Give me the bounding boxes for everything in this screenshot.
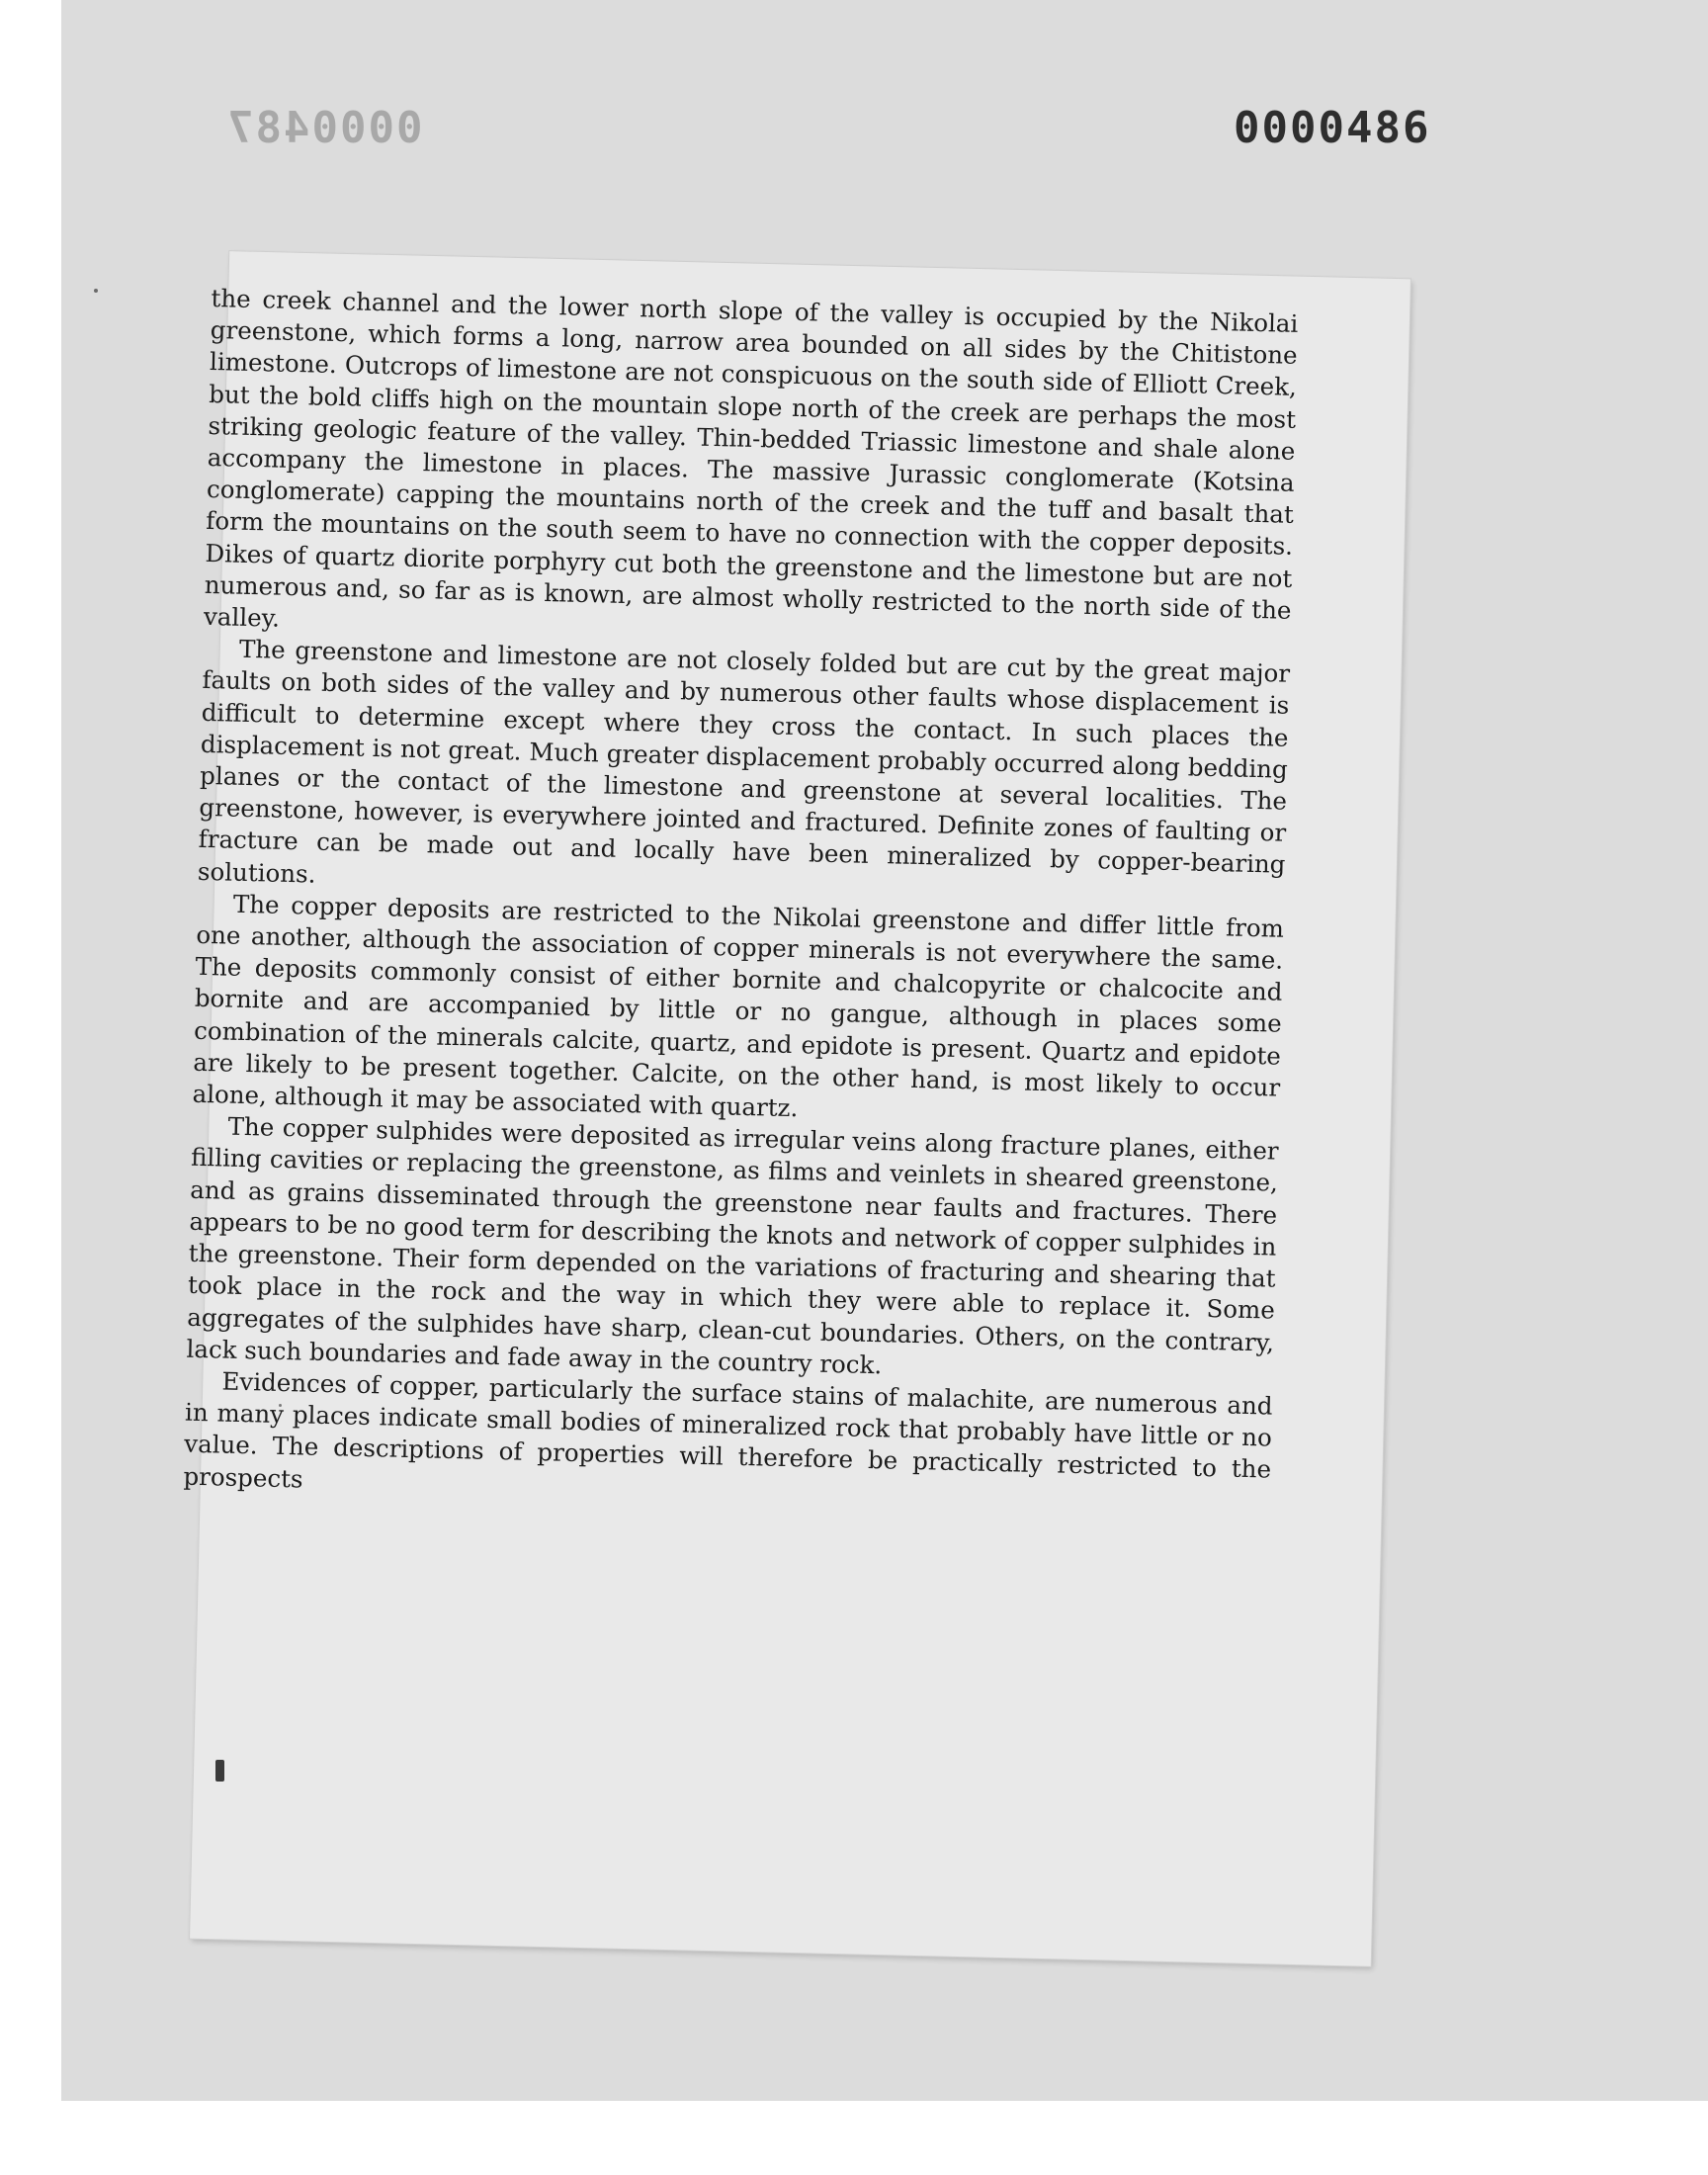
paragraph: The greenstone and limestone are not closely folded but are cut by the great major faults on both sides of the valley and by numerous other faults whose displacement is difficult to determine except where they cross the contact. In such places the displacement is not great. Much greater displacement probably occurred along bedding planes or the contact of the limestone and greenstone at several localities. The greenstone, however, is everywhere jointed and fractured. Definite zones of faulting or fracture can be made out and locally have been mineralized by copper-bearing solutions.: [197, 635, 1291, 889]
paragraph: Evidences of copper, particularly the surface stains of malachite, are numerous and in many places indicate small bodies of mineralized rock that probably have little or no value. The descriptions of properties will therefore be practically restricted to the prospects: [183, 1366, 1273, 1494]
binding-mark: [215, 1760, 224, 1782]
paragraph: The copper sulphides were deposited as irregular veins along fracture planes, either filling cavities or replacing the greenstone, as films and veinlets in sheared greenstone, and as grains disseminated through the greenstone near faults and fractures. There appears to be no good term for describing the knots and network of copper sulphides in the greenstone. Their form depended on the variations of fracturing and shearing that took place in the rock and the way in which they were able to replace it. Some aggregates of the sulphides have sharp, clean-cut boundaries. Others, on the contrary, lack such boundaries and fade away in the country rock.: [186, 1111, 1279, 1379]
scan-bottom-margin: [0, 2101, 1708, 2175]
document-body: [183, 283, 1299, 1518]
mirrored-page-stamp: 0000487: [225, 103, 423, 153]
paragraph: The copper deposits are restricted to the Nikolai greenstone and differ little from one another, although the association of copper minerals is not everywhere the same. The deposits commonly consist of either bornite and chalcopyrite or chalcocite and bornite and are accompanied by little or no gangue, although in places some combination of the minerals calcite, quartz, and epidote is present. Quartz and epidote are likely to be present together. Calcite, on the other hand, is most likely to occur alone, although it may be associated with quartz.: [192, 889, 1285, 1123]
scan-speck: [94, 289, 98, 293]
paragraph: the creek channel and the lower north slope of the valley is occupied by the Nikolai greenstone, which forms a long, narrow area bounded on all sides by the Chitistone limestone. Outcrops of limestone are not conspicuous on the south side of Elliott Creek, but the bold cliffs high on the mountain slope north of the creek are perhaps the most striking geologic feature of the valley. Thin-bedded Triassic limestone and shale alone accompany the limestone in places. The massive Jurassic conglomerate (Kotsina conglomerate) capping the mountains north of the creek and the tuff and basalt that form the mountains on the south seem to have no connection with the copper deposits. Dikes of quartz diorite porphyry cut both the greenstone and the limestone but are not numerous and, so far as is known, are almost wholly restricted to the north side of the valley.: [203, 283, 1299, 633]
page-number-stamp: 0000486: [1234, 103, 1431, 153]
